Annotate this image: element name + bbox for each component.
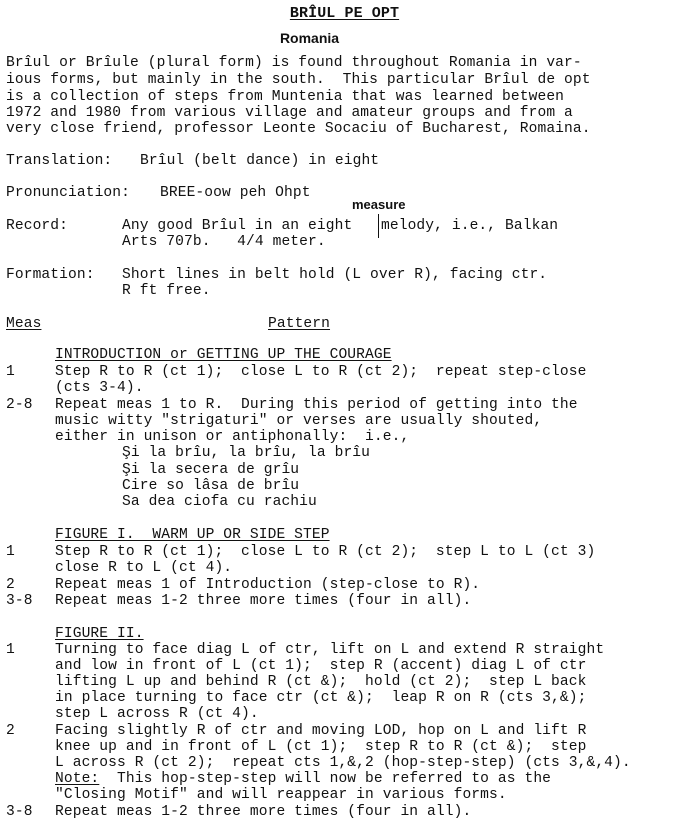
step-line: Turning to face diag L of ctr, lift on L and extend R straight — [55, 642, 605, 658]
dance-country: Romania — [279, 30, 340, 46]
step-line: knee up and in front of L (ct 1); step R to R (ct &); step — [55, 739, 587, 755]
intro-line: ious forms, but mainly in the south. This particular Brîul de opt — [6, 72, 591, 88]
formation-label: Formation: — [6, 267, 95, 283]
step-line: close R to L (ct 4). — [55, 560, 233, 576]
step-line: Repeat meas 1-2 three more times (four in all). — [55, 593, 472, 609]
step-line: Repeat meas 1 to R. During this period of getting into the — [55, 397, 578, 413]
verse-line: Sa dea ciofa cu rachiu — [122, 494, 317, 510]
record-value-cont: melody, i.e., Balkan — [381, 218, 559, 234]
intro-line: is a collection of steps from Muntenia that was learned between — [6, 89, 565, 105]
note-line: Note: This hop-step-step will now be referred to as the — [55, 771, 552, 787]
measure-annotation: measure — [352, 197, 406, 212]
record-value-line2: Arts 707b. 4/4 meter. — [122, 234, 326, 250]
verse-line: Şi la secera de grîu — [122, 462, 300, 478]
step-line: step L across R (ct 4). — [55, 706, 259, 722]
introduction-heading: INTRODUCTION or GETTING UP THE COURAGE — [55, 347, 392, 363]
intro-line: Brîul or Brîule (plural form) is found throughout Romania in var- — [6, 55, 582, 71]
meas-number: 1 — [6, 544, 15, 560]
step-line: L across R (ct 2); repeat cts 1,&,2 (hop-step-step) (cts 3,&,4). — [55, 755, 631, 771]
step-line: in place turning to face ctr (ct &); leap R on R (cts 3,&); — [55, 690, 587, 706]
step-line: and low in front of L (ct 1); step R (accent) diag L of ctr — [55, 658, 587, 674]
step-line: (cts 3-4). — [55, 380, 144, 396]
meas-number: 1 — [6, 364, 15, 380]
verse-line: Cire so lâsa de brîu — [122, 478, 300, 494]
step-line: Repeat meas 1 of Introduction (step-close to R). — [55, 577, 481, 593]
note-label: Note: — [55, 771, 100, 787]
step-line: either in unison or antiphonally: i.e., — [55, 429, 410, 445]
meas-number: 3-8 — [6, 593, 33, 609]
note-line: "Closing Motif" and will reappear in various forms. — [55, 787, 507, 803]
meas-number: 2-8 — [6, 397, 33, 413]
meas-number: 2 — [6, 577, 15, 593]
translation-value: Brîul (belt dance) in eight — [140, 153, 380, 169]
step-line: Step R to R (ct 1); close L to R (ct 2); step L to L (ct 3) — [55, 544, 596, 560]
figure1-heading: FIGURE I. WARM UP OR SIDE STEP — [55, 527, 330, 543]
record-value: Any good Brîul in an eight — [122, 218, 353, 234]
intro-line: very close friend, professor Leonte Socaciu of Bucharest, Romaina. — [6, 121, 591, 137]
meas-number: 3-8 — [6, 804, 33, 820]
pattern-header: Pattern — [268, 316, 331, 332]
record-label: Record: — [6, 218, 69, 234]
intro-line: 1972 and 1980 from various village and amateur groups and from a — [6, 105, 573, 121]
meas-header: Meas — [6, 316, 42, 332]
measure-marker-line — [378, 214, 379, 238]
step-line: music witty "strigaturi" or verses are usually shouted, — [55, 413, 543, 429]
meas-number: 2 — [6, 723, 15, 739]
dance-title: BRÎUL PE OPT — [289, 5, 400, 22]
translation-label: Translation: — [6, 153, 113, 169]
formation-value-line2: R ft free. — [122, 283, 211, 299]
meas-number: 1 — [6, 642, 15, 658]
step-line: Step R to R (ct 1); close L to R (ct 2); repeat step-close — [55, 364, 587, 380]
pronunciation-label: Pronunciation: — [6, 185, 131, 201]
figure2-heading: FIGURE II. — [55, 626, 144, 642]
formation-value: Short lines in belt hold (L over R), facing ctr. — [122, 267, 548, 283]
verse-line: Şi la brîu, la brîu, la brîu — [122, 445, 371, 461]
step-line: Facing slightly R of ctr and moving LOD, hop on L and lift R — [55, 723, 587, 739]
pronunciation-value: BREE-oow peh Ohpt — [160, 185, 311, 201]
step-line: lifting L up and behind R (ct &); hold (ct 2); step L back — [55, 674, 587, 690]
step-line: Repeat meas 1-2 three more times (four in all). — [55, 804, 472, 820]
